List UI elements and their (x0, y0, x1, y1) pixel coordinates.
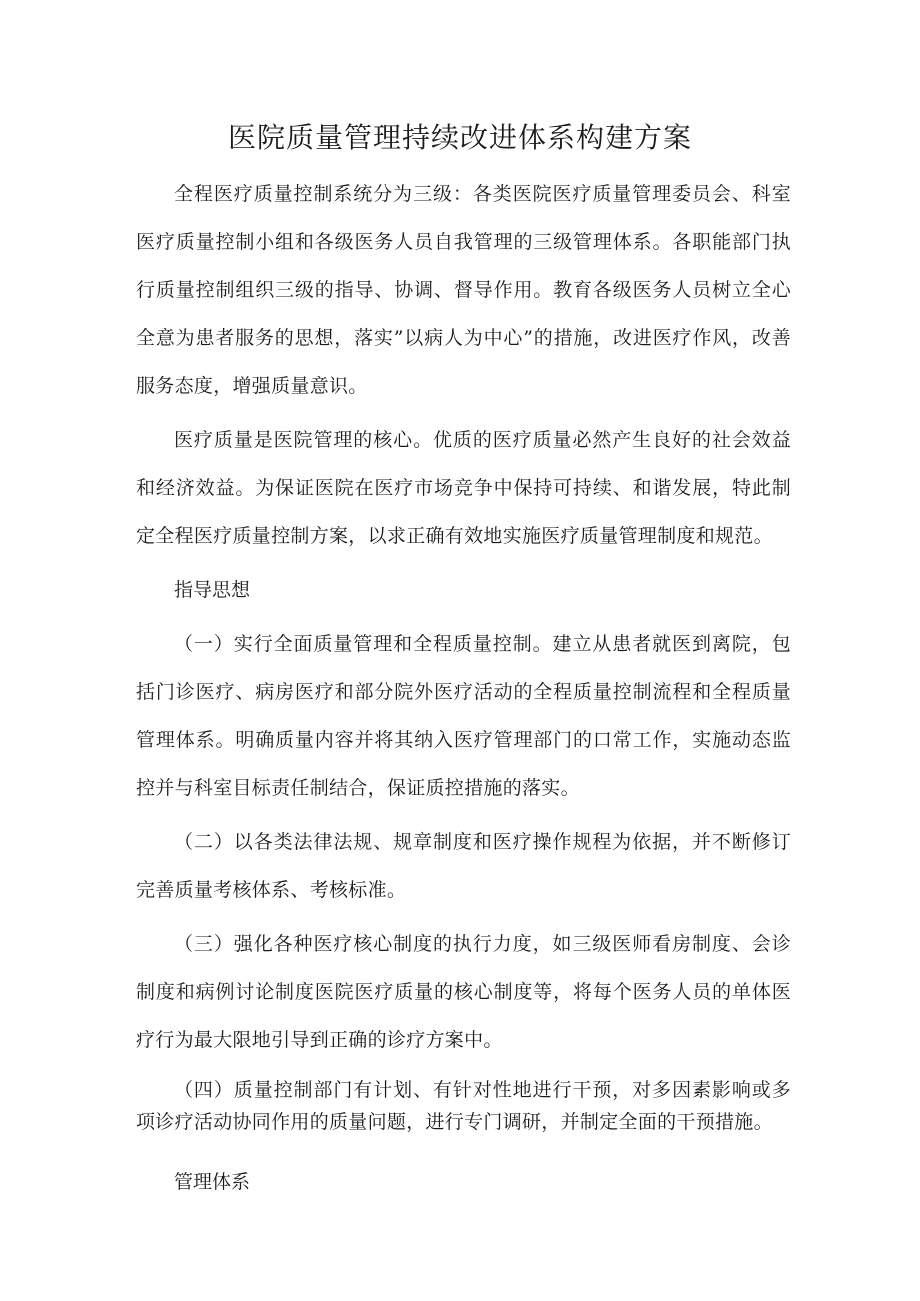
item-3: （三）强化各种医疗核心制度的执行力度，如三级医师看房制度、会诊制度和病例讨论制度医院医疗质量的核心制度等，将每个医务人员的单体医疗行为最大限地引导到正确的诊疗方案中。 (136, 933, 791, 1051)
document-title: 医院质量管理持续改进体系构建方案 (227, 121, 692, 154)
heading-guiding-ideology: 指导思想 (174, 579, 251, 601)
heading-management-system: 管理体系 (174, 1171, 251, 1193)
item-1: （一）实行全面质量管理和全程质量控制。建立从患者就医到离院，包括门诊医疗、病房医疗和部分院外医疗活动的全程质量控制流程和全程质量管理体系。明确质量内容并将其纳入医疗管理部门的口常工作，实施动态监控并与科室目标责任制结合，保证质控措施的落实。 (136, 633, 791, 799)
paragraph-quality-core: 医疗质量是医院管理的核心。优质的医疗质量必然产生良好的社会效益和经济效益。为保证医院在医疗市场竞争中保持可持续、和谐发展，特此制定全程医疗质量控制方案，以求正确有效地实施医疗质量管理制度和规范。 (136, 429, 791, 547)
paragraph-quality-control-system: 全程医疗质量控制系统分为三级：各类医院医疗质量管理委员会、科室医疗质量控制小组和各级医务人员自我管理的三级管理体系。各职能部门执行质量控制组织三级的指导、协调、督导作用。教育各级医务人员树立全心全意为患者服务的思想，落实”以病人为中心”的措施，改进医疗作风，改善服务态度，增强质量意识。 (136, 183, 791, 397)
document-body (136, 170, 791, 1212)
item-2: （二）以各类法律法规、规章制度和医疗操作规程为依据，并不断修订完善质量考核体系、考核标准。 (136, 831, 791, 901)
item-4: （四）质量控制部门有计划、有针对性地进行干预，对多因素影响或多项诊疗活动协同作用的质量问题，进行专门调研，并制定全面的干预措施。 (136, 1079, 791, 1133)
